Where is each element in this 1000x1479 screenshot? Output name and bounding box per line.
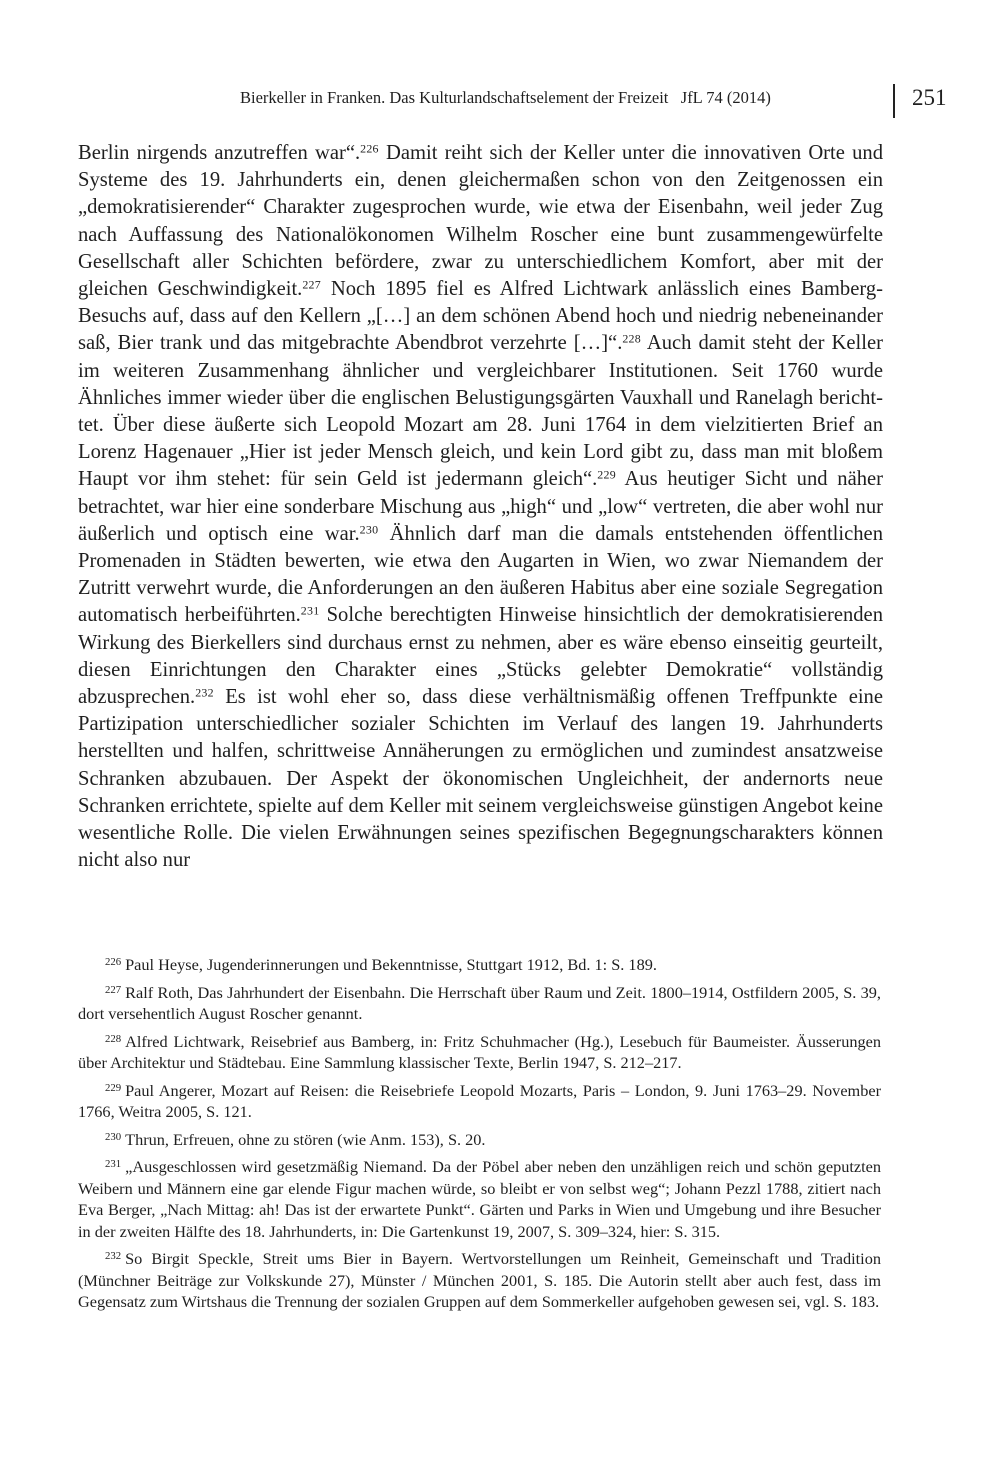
running-title: Bierkeller in Franken. Das Kulturlandschaftselement der Freizeit JfL 74 (2014)	[240, 88, 771, 107]
footnote-text: Alfred Lichtwark, Reisebrief aus Bamberg, in: Fritz Schuhmacher (Hg.), Lesebuch für Baumeister. Äusserungen über Architektur und Städtebau. Eine Sammlung klassischer Texte, Berlin 1947, S. 212–217.	[78, 1031, 881, 1072]
body-text-run: Noch 1895 fiel es Alfred Lichtwark anlässlich eines Bamberg-Besuchs auf, dass auf den Kellern „[…] an dem schönen Abend hoch und niedrig nebeneinander saß, Bier trank und das mitgebrachte Abendbrot verzehrte […]“.	[78, 278, 883, 355]
footnote-text: Thrun, Erfreuen, ohne zu stören (wie Anm. 153), S. 20.	[125, 1129, 486, 1149]
footnote-number: 227	[105, 983, 122, 996]
footnote-ref: 228	[622, 331, 641, 346]
footnote	[78, 1031, 881, 1074]
footnote-number: 232	[105, 1250, 122, 1263]
footnote-ref: 230	[359, 522, 379, 537]
footnote-ref: 227	[302, 277, 321, 292]
running-header	[240, 84, 960, 120]
body-text-run: Es ist wohl eher so, dass diese verhältnismäßig offenen Treffpunkte eine Partizipation unterschiedlicher sozialer Schichten im Verlauf des langen 19. Jahrhunderts herstellten und halfen, schrittweise Annäherungen zu ermöglichen und zumindest ansatzweise Schranken abzubauen. Der Aspekt der ökonomischen Ungleichheit, der andernorts neue Schranken errichtete, spielte auf dem Keller mit seinem vergleichsweise günstigen Angebot keine wesentliche Rolle. Die vielen Erwähnungen seines spezifischen Begegnungscharakters können nicht also nur	[78, 686, 883, 872]
footnote-text: „Ausgeschlossen wird gesetzmäßig Niemand. Da der Pöbel aber neben den unzähligen reich und schön geputzten Weibern und Männern eine gar elende Figur machen würde, so bleibt er von selbst weg“; Johann Pezzl 1788, zitiert nach Eva Berger, „Nach Mittag: ah! Das ist der erwartete Punkt“. Gärten und Parks in Wien und Umgebung und ihre Besucher in der zweiten Hälfte des 18. Jahrhunderts, in: Die Gartenkunst 19, 2007, S. 309–324, hier: S. 315.	[78, 1157, 881, 1241]
page-number: 251	[912, 85, 947, 110]
footnote-ref: 229	[597, 467, 616, 482]
body-text-run: Solche berechtigten Hinweise hinsichtlich der demokratisierenden Wirkung des Bierkellers sind durchaus ernst zu nehmen, aber es wäre ebenso einseitig geurteilt, diesen Einrichtungen den Charakter eines „Stücks gelebter Demokratie“ vollständig abzusprechen.	[78, 604, 883, 709]
footnote-number: 226	[105, 956, 122, 969]
body-text	[78, 140, 883, 874]
footnote-number: 228	[105, 1032, 122, 1045]
footnote	[78, 1248, 881, 1313]
footnote-text: Paul Heyse, Jugenderinnerungen und Bekenntnisse, Stuttgart 1912, Bd. 1: S. 189.	[125, 955, 657, 974]
footnote	[78, 954, 881, 976]
body-text-run: Auch damit steht der Keller im weiteren Zusammenhang ähnlicher und vergleichbarer Institutionen. Seit 1760 wurde Ähnliches immer wieder über die englischen Belustigungsgärten Vauxhall und Ranelagh berichttet. Über diese äußerte sich Leopold Mozart am 28. Juni 1764 in dem vielzitierten Brief an Lorenz Hagenauer „Hier ist jeder Mensch gleich, und kein Lord gibt zu, dass man mit bloßem Haupt vor ihm stehet: für sein Geld ist jedermann gleich“.	[78, 332, 883, 491]
footnote-number: 231	[105, 1158, 122, 1171]
footnote-text: Ralf Roth, Das Jahrhundert der Eisenbahn. Die Herrschaft über Raum und Zeit. 1800–1914, Ostfildern 2005, S. 39, dort versehentlich August Roscher genannt.	[78, 982, 881, 1023]
footnote-number: 230	[105, 1130, 122, 1143]
body-text-run: Aus heutiger Sicht und näher betrachtet, war hier eine sonderbare Mischung aus „high“ und „low“ vertreten, die aber wohl nur äußerlich und optisch eine war.	[78, 468, 883, 545]
footnote-ref: 226	[360, 141, 379, 156]
footnote-number: 229	[105, 1081, 122, 1094]
header-divider	[893, 84, 895, 118]
footnote	[78, 1156, 881, 1242]
footnote-ref: 231	[300, 603, 320, 618]
footnote	[78, 1080, 881, 1123]
footnotes	[78, 954, 881, 1319]
footnote-ref: 232	[195, 685, 214, 700]
body-text-run: Berlin nirgends anzutreffen war“.	[78, 142, 361, 164]
footnote	[78, 982, 881, 1025]
footnote	[78, 1129, 881, 1151]
footnote-text: So Birgit Speckle, Streit ums Bier in Bayern. Wertvorstellungen um Reinheit, Gemeinschaft und Tradition (Münchner Beiträge zur Volkskunde 27), Münster / München 2001, S. 185. Die Autorin stellt aber auch fest, dass im Gegensatz zum Wirtshaus die Trennung der sozialen Gruppen auf dem Sommerkeller aufgehoben gewesen sei, vgl. S. 183.	[78, 1249, 881, 1311]
body-paragraph	[78, 140, 883, 874]
footnote-text: Paul Angerer, Mozart auf Reisen: die Reisebriefe Leopold Mozarts, Paris – London, 9. Juni 1763–29. November 1766, Weitra 2005, S. 121.	[78, 1080, 881, 1121]
body-text-run: Ähnlich darf man die damals entstehenden öffentlichen Promenaden in Städten bewerten, wie etwa den Augarten in Wien, wo zwar Niemandem der Zutritt verwehrt wurde, die Anforderungen an den äußeren Habitus aber eine soziale Segregation automatisch herbeiführten.	[78, 522, 883, 627]
body-text-run: Damit reiht sich der Keller unter die innovativen Orte und Systeme des 19. Jahrhunderts ein, denen gleichermaßen schon von den Zeitgenossen ein „demokratisierender“ Charakter zugesprochen wurde, wie etwa der Eisenbahn, weil jeder Zug nach Auffassung des Nationalökonomen Wilhelm Roscher eine bunt zusammengewürfelte Gesellschaft aller Schichten befördere, zwar zu unterschiedlichem Komfort, aber mit der gleichen Geschwindigkeit.	[78, 142, 883, 301]
